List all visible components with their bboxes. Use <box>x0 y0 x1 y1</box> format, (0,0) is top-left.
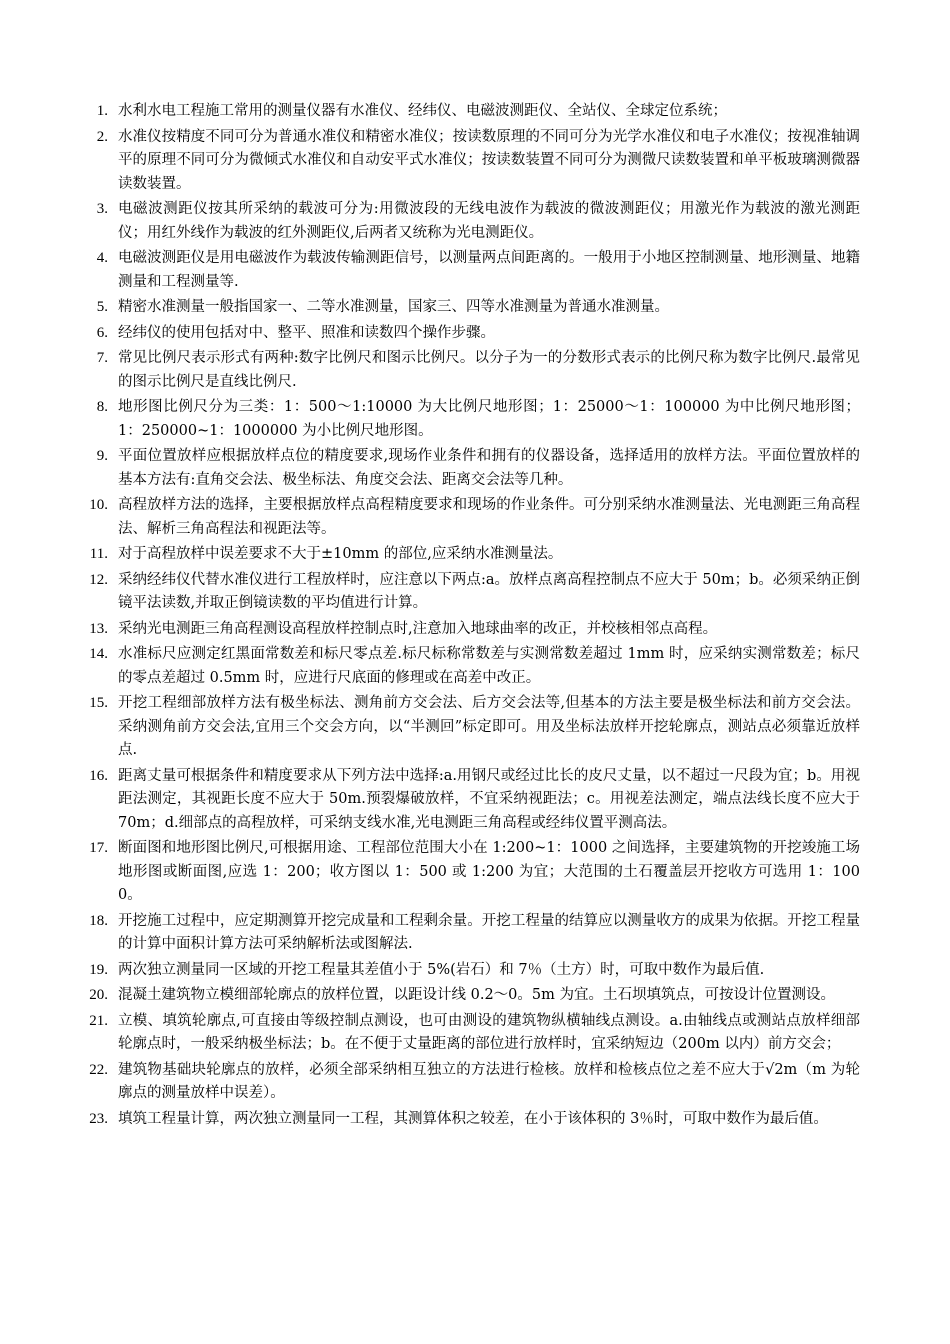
list-item <box>82 837 860 908</box>
list-item <box>82 1010 860 1057</box>
item-text: 采纳经纬仪代替水准仪进行工程放样时，应注意以下两点:a。放样点离高程控制点不应大于 50m；b。必须采纳正倒镜平法读数,并取正倒镜读数的平均值进行计算。 <box>118 571 860 611</box>
list-item <box>82 543 860 567</box>
list-item <box>82 984 860 1008</box>
item-text: 开挖施工过程中，应定期测算开挖完成量和工程剩余量。开挖工程量的结算应以测量收方的成果为依据。开挖工程量的计算中面积计算方法可采纳解析法或图解法. <box>118 912 860 952</box>
item-text: 经纬仪的使用包括对中、整平、照准和读数四个操作步骤。 <box>118 324 495 341</box>
item-number: 4. <box>96 250 108 266</box>
item-text: 电磁波测距仪是用电磁波作为载波传输测距信号，以测量两点间距离的。一般用于小地区控制测量、地形测量、地籍测量和工程测量等. <box>118 250 860 290</box>
item-number: 13. <box>89 620 108 637</box>
item-text: 高程放样方法的选择，主要根据放样点高程精度要求和现场的作业条件。可分别采纳水准测量法、光电测距三角高程法、解析三角高程法和视距法等。 <box>118 497 860 537</box>
item-number: 15. <box>89 695 108 711</box>
item-text: 断面图和地形图比例尺,可根据用途、工程部位范围大小在 1:200~1：1000 之间选择，主要建筑物的开挖竣施工场地形图或断面图,应选 1：200；收方图以 1：500 或 1:200 为宜；大范围的土石覆盖层开挖收方可选用 1：1000。 <box>118 840 860 903</box>
item-text: 水准仪按精度不同可分为普通水准仪和精密水准仪；按读数原理的不同可分为光学水准仪和电子水准仪；按视准轴调平的原理不同可分为微倾式水准仪和自动安平式水准仪；按读数装置不同可分为测微尺读数装置和单平板玻璃测微器读数装置。 <box>118 128 860 192</box>
item-number: 21. <box>89 1012 108 1029</box>
list-item <box>82 396 860 443</box>
numbered-list <box>82 100 860 1133</box>
list-item <box>82 247 860 294</box>
item-text: 填筑工程量计算，两次独立测量同一工程，其测算体积之较差，在小于该体积的 3％时，可取中数作为最后值。 <box>118 1110 828 1127</box>
item-text: 混凝土建筑物立模细部轮廓点的放样位置，以距设计线 0.2～0。5m 为宜。土石坝填筑点，可按设计位置测设。 <box>118 987 835 1003</box>
list-item <box>82 910 860 957</box>
item-text: 两次独立测量同一区域的开挖工程量其差值小于 5%(岩石）和 7％（土方）时，可取中数作为最后值. <box>118 961 765 978</box>
item-number: 3. <box>96 201 108 217</box>
item-number: 10. <box>89 497 108 513</box>
item-text: 精密水准测量一般指国家一、二等水准测量，国家三、四等水准测量为普通水准测量。 <box>118 299 669 315</box>
list-item <box>82 445 860 492</box>
item-number: 6. <box>96 324 108 341</box>
list-item <box>82 494 860 541</box>
item-text: 电磁波测距仪按其所采纳的载波可分为:用微波段的无线电波作为载波的微波测距仪；用激光作为载波的激光测距仪；用红外线作为载波的红外测距仪,后两者又统称为光电测距仪。 <box>118 201 860 241</box>
item-number: 8. <box>96 399 108 415</box>
list-item <box>82 347 860 394</box>
list-item <box>82 322 860 346</box>
item-number: 14. <box>89 646 108 662</box>
item-number: 22. <box>89 1061 108 1078</box>
list-item <box>82 126 860 197</box>
item-number: 18. <box>89 912 108 929</box>
item-text: 水准标尺应测定红黑面常数差和标尺零点差.标尺标称常数差与实测常数差超过 1mm 时，应采纳实测常数差；标尺的零点差超过 0.5mm 时，应进行尺底面的修理或在高差中改正。 <box>118 646 860 686</box>
item-number: 9. <box>96 448 108 464</box>
item-text: 开挖工程细部放样方法有极坐标法、测角前方交会法、后方交会法等,但基本的方法主要是极坐标法和前方交会法。采纳测角前方交会法,宜用三个交会方向，以“半测回”标定即可。用及坐标法放样开挖轮廓点，测站点必须靠近放样点. <box>118 695 860 758</box>
item-text: 立模、填筑轮廓点,可直接由等级控制点测设，也可由测设的建筑物纵横轴线点测设。a.由轴线点或测站点放样细部轮廓点时，一般采纳极坐标法；b。在不便于丈量距离的部位进行放样时，宜采纳短边（200m 以内）前方交会； <box>118 1012 860 1052</box>
item-text: 采纳光电测距三角高程测设高程放样控制点时,注意加入地球曲率的改正，并校核相邻点高程。 <box>118 620 718 637</box>
item-number: 16. <box>89 767 108 784</box>
item-number: 17. <box>89 840 108 856</box>
item-number: 12. <box>89 571 108 588</box>
item-text: 水利水电工程施工常用的测量仪器有水准仪、经纬仪、电磁波测距仪、全站仪、全球定位系统； <box>118 103 727 119</box>
item-text: 建筑物基础块轮廓点的放样，必须全部采纳相互独立的方法进行检核。放样和检核点位之差不应大于√2m（m 为轮廓点的测量放样中误差）。 <box>118 1061 860 1101</box>
list-item <box>82 198 860 245</box>
item-text: 对于高程放样中误差要求不大于±10mm 的部位,应采纳水准测量法。 <box>118 546 563 562</box>
item-number: 5. <box>96 299 108 315</box>
item-number: 19. <box>89 961 108 978</box>
list-item <box>82 959 860 983</box>
item-text: 常见比例尺表示形式有两种:数字比例尺和图示比例尺。以分子为一的分数形式表示的比例尺称为数字比例尺.最常见的图示比例尺是直线比例尺. <box>118 350 860 390</box>
item-text: 地形图比例尺分为三类：1：500～1:10000 为大比例尺地形图；1：25000～1：100000 为中比例尺地形图；1：250000~1：1000000 为小比例尺地形图。 <box>118 399 860 439</box>
item-number: 1. <box>96 103 108 119</box>
list-item <box>82 569 860 616</box>
item-text: 距离丈量可根据条件和精度要求从下列方法中选择:a.用钢尺或经过比长的皮尺丈量，以不超过一尺段为宜；b。用视距法测定，其视距长度不应大于 50m.预裂爆破放样，不宜采纳视距法；c。用视差法测定，端点法线长度不应大于 70m；d.细部点的高程放样，可采纳支线水准,光电测距三角高程或经纬仪置平测高法。 <box>118 767 860 831</box>
item-number: 23. <box>89 1110 108 1127</box>
item-number: 20. <box>89 987 108 1003</box>
item-number: 11. <box>89 546 108 562</box>
list-item <box>82 765 860 836</box>
list-item <box>82 296 860 320</box>
item-number: 7. <box>96 350 108 366</box>
list-item <box>82 692 860 763</box>
item-text: 平面位置放样应根据放样点位的精度要求,现场作业条件和拥有的仪器设备，选择适用的放样方法。平面位置放样的基本方法有:直角交会法、极坐标法、角度交会法、距离交会法等几种。 <box>118 448 860 488</box>
list-item <box>82 618 860 642</box>
list-item <box>82 1059 860 1106</box>
item-number: 2. <box>96 128 108 145</box>
list-item <box>82 1108 860 1132</box>
list-item <box>82 100 860 124</box>
list-item <box>82 643 860 690</box>
